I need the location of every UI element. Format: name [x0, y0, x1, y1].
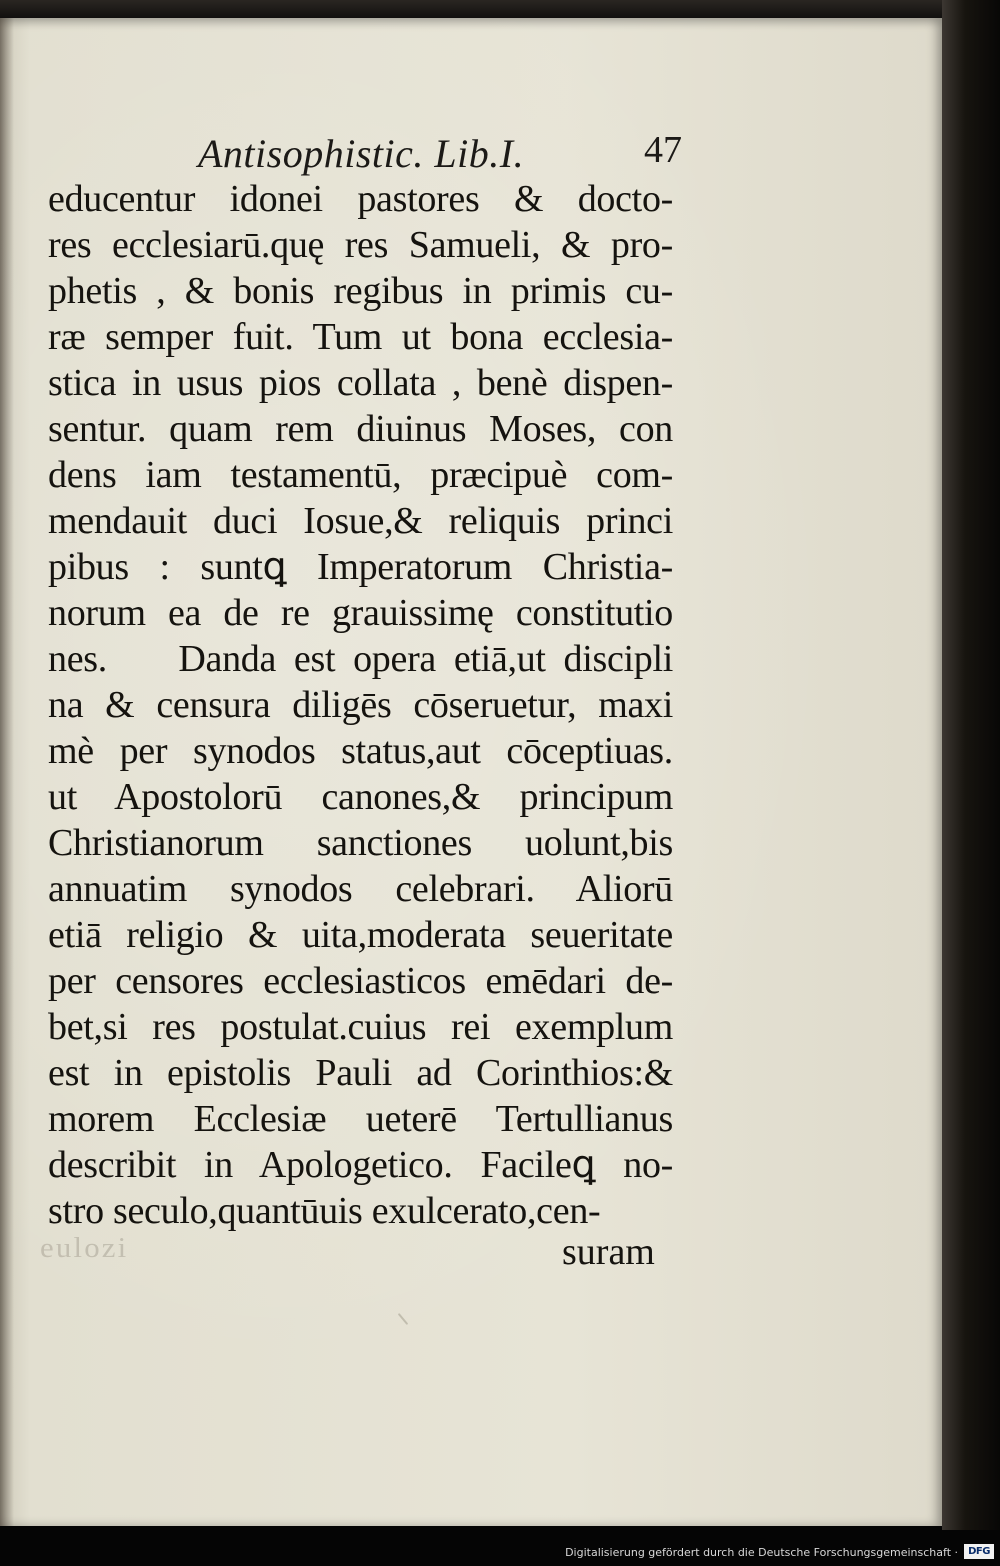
text-line: pibus : suntꝗ Imperatorum Christia-: [48, 546, 673, 588]
text-line: bet,si res postulat.cuius rei exemplum: [48, 1006, 673, 1048]
bleed-through-mark: eulozi: [39, 1233, 129, 1264]
catchword: suram: [562, 1231, 655, 1273]
book-edge: [942, 0, 1000, 1530]
text-line: nes. Danda est opera etiā,ut discipli: [48, 638, 673, 680]
text-line: dens iam testamentū, præcipuè com-: [48, 454, 673, 496]
text-line: stica in usus pios collata , benè dispen-: [48, 362, 673, 404]
text-line: mendauit duci Iosue,& reliquis princi: [48, 500, 673, 542]
gutter-shadow: [0, 18, 14, 1526]
text-line: mè per synodos status,aut cōceptiuas.: [48, 730, 673, 772]
text-line: per censores ecclesiasticos emēdari de-: [48, 960, 673, 1002]
text-line: describit in Apologetico. Facileꝗ no-: [48, 1144, 673, 1186]
text-line: educentur idonei pastores & docto-: [48, 178, 673, 220]
text-line: stro seculo,quantūuis exulcerato,cen-: [48, 1190, 601, 1232]
text-line: annuatim synodos celebrari. Aliorū: [48, 868, 673, 910]
text-line: res ecclesiarū.quę res Samueli, & pro-: [48, 224, 673, 266]
text-line: morem Ecclesiæ ueterē Tertullianus: [48, 1098, 673, 1140]
text-line: phetis , & bonis regibus in primis cu-: [48, 270, 673, 312]
dfg-logo: DFG: [964, 1544, 994, 1559]
text-line: Christianorum sanctiones uolunt,bis: [48, 822, 673, 864]
text-line: ut Apostolorū canones,& principum: [48, 776, 673, 818]
text-line: na & censura diligēs cōseruetur, maxi: [48, 684, 673, 726]
text-line: ræ semper fuit. Tum ut bona ecclesia-: [48, 316, 673, 358]
body-text: [48, 176, 673, 1234]
digitization-credit: Digitalisierung gefördert durch die Deutsche Forschungsgemeinschaft ·: [565, 1546, 958, 1559]
text-line: etiā religio & uita,moderata seueritate: [48, 914, 673, 956]
running-head: [198, 126, 688, 176]
running-title: Antisophistic. Lib.I.: [198, 131, 525, 176]
text-line: sentur. quam rem diuinus Moses, con: [48, 408, 673, 450]
text-line: norum ea de re grauissimę constitutio: [48, 592, 673, 634]
page-number: 47: [644, 129, 682, 171]
text-line: est in epistolis Pauli ad Corinthios:&: [48, 1052, 673, 1094]
